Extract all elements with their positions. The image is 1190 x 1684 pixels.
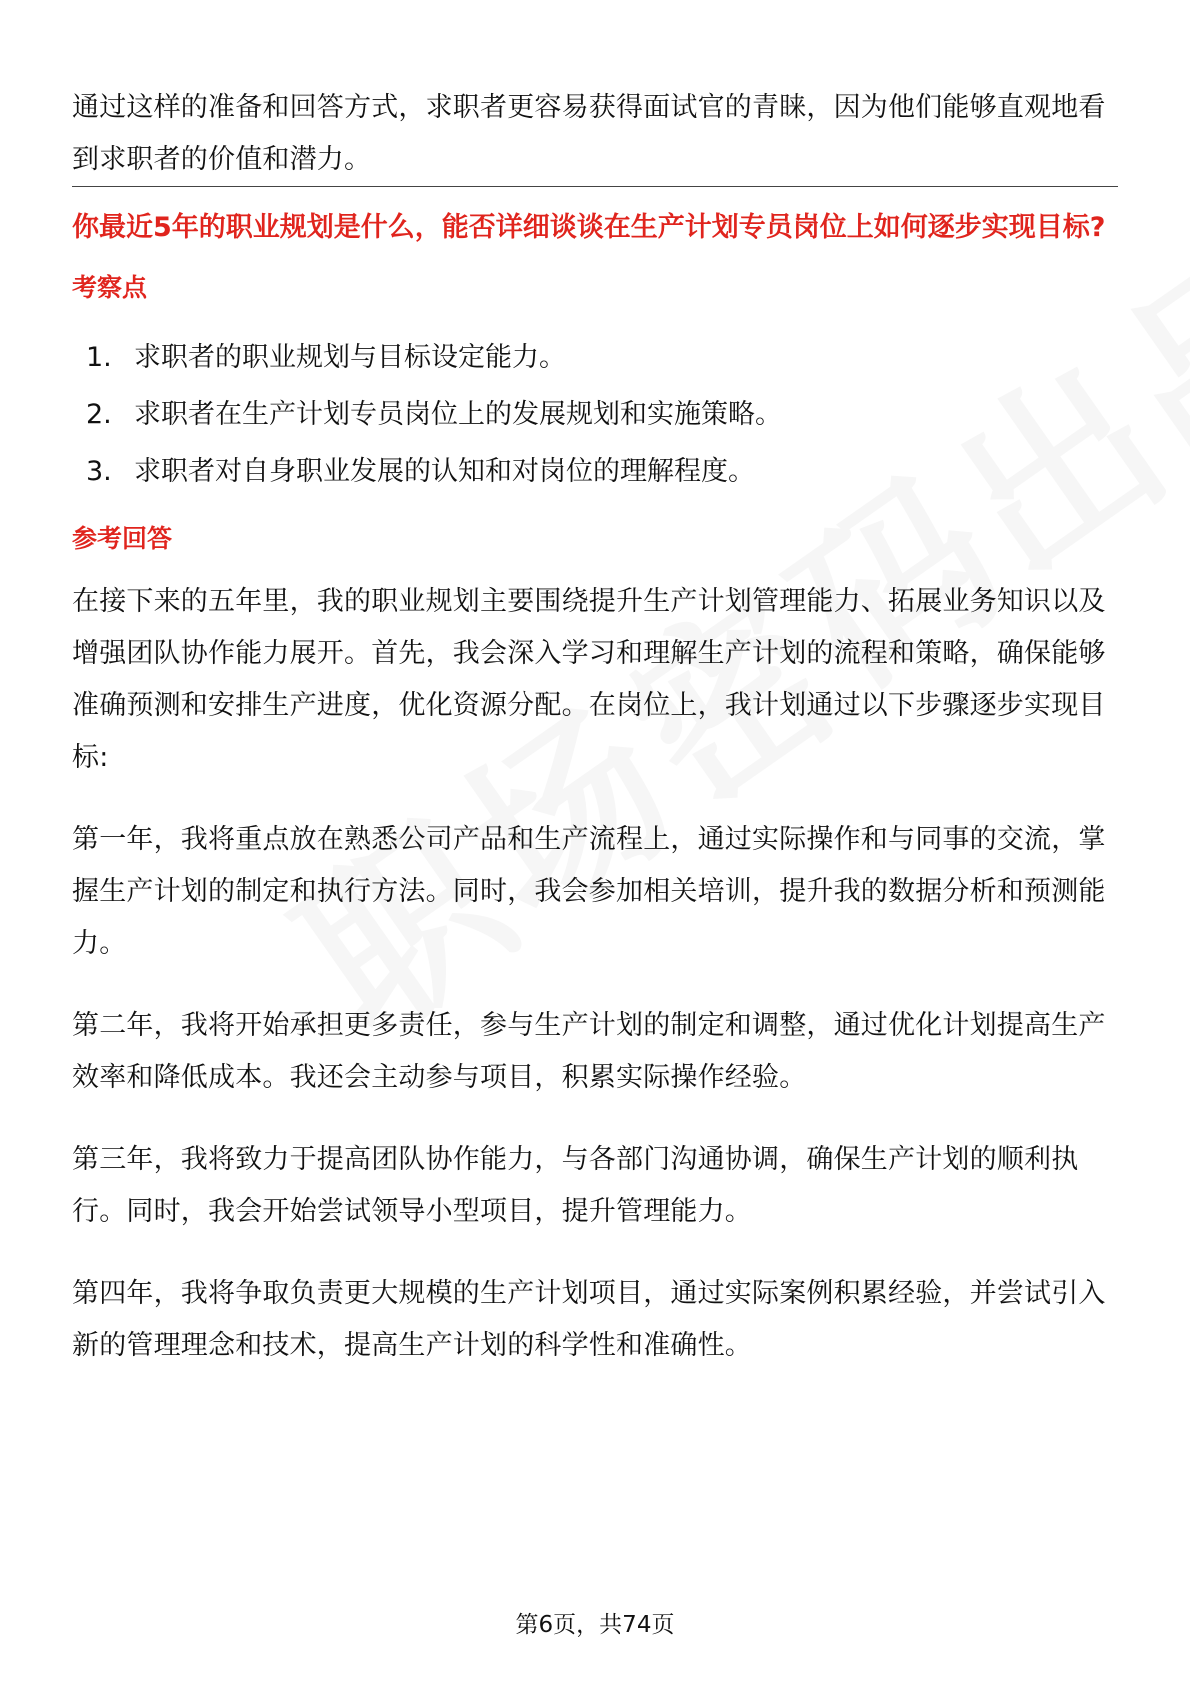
list-item-text: 求职者的职业规划与目标设定能力。 <box>134 342 566 373</box>
page-number-footer: 第6页，共74页 <box>515 1612 675 1638</box>
focus-heading: 考察点 <box>72 273 148 302</box>
list-item-number: 3. <box>86 456 112 487</box>
list-item <box>72 386 1118 443</box>
answer-paragraph: 在接下来的五年里，我的职业规划主要围绕提升生产计划管理能力、拓展业务知识以及增强团队协作能力展开。首先，我会深入学习和理解生产计划的流程和策略，确保能够准确预测和安排生产进度，优化资源分配。在岗位上，我计划通过以下步骤逐步实现目标: <box>72 586 1106 773</box>
answer-paragraph: 第二年，我将开始承担更多责任，参与生产计划的制定和调整，通过优化计划提高生产效率和降低成本。我还会主动参与项目，积累实际操作经验。 <box>72 1010 1106 1093</box>
answer-paragraph: 第四年，我将争取负责更大规模的生产计划项目，通过实际案例积累经验，并尝试引入新的管理理念和技术，提高生产计划的科学性和准确性。 <box>72 1278 1106 1361</box>
focus-points-list <box>72 329 1118 500</box>
document-body <box>72 82 1118 1402</box>
question-heading: 你最近5年的职业规划是什么，能否详细谈谈在生产计划专员岗位上如何逐步实现目标? <box>72 212 1106 243</box>
answer-paragraph: 第一年，我将重点放在熟悉公司产品和生产流程上，通过实际操作和与同事的交流，掌握生产计划的制定和执行方法。同时，我会参加相关培训，提升我的数据分析和预测能力。 <box>72 824 1106 959</box>
list-item-number: 1. <box>86 342 112 373</box>
list-item-text: 求职者在生产计划专员岗位上的发展规划和实施策略。 <box>134 399 782 430</box>
list-item <box>72 329 1118 386</box>
answer-paragraph: 第三年，我将致力于提高团队协作能力，与各部门沟通协调，确保生产计划的顺利执行。同时，我会开始尝试领导小型项目，提升管理能力。 <box>72 1144 1079 1227</box>
answer-section <box>72 576 1118 1372</box>
list-item <box>72 443 1118 500</box>
answer-heading: 参考回答 <box>72 524 173 553</box>
list-item-text: 求职者对自身职业发展的认知和对岗位的理解程度。 <box>134 456 755 487</box>
intro-paragraph: 通过这样的准备和回答方式，求职者更容易获得面试官的青睐，因为他们能够直观地看到求职者的价值和潜力。 <box>72 92 1106 175</box>
list-item-number: 2. <box>86 399 112 430</box>
section-divider <box>72 186 1118 187</box>
